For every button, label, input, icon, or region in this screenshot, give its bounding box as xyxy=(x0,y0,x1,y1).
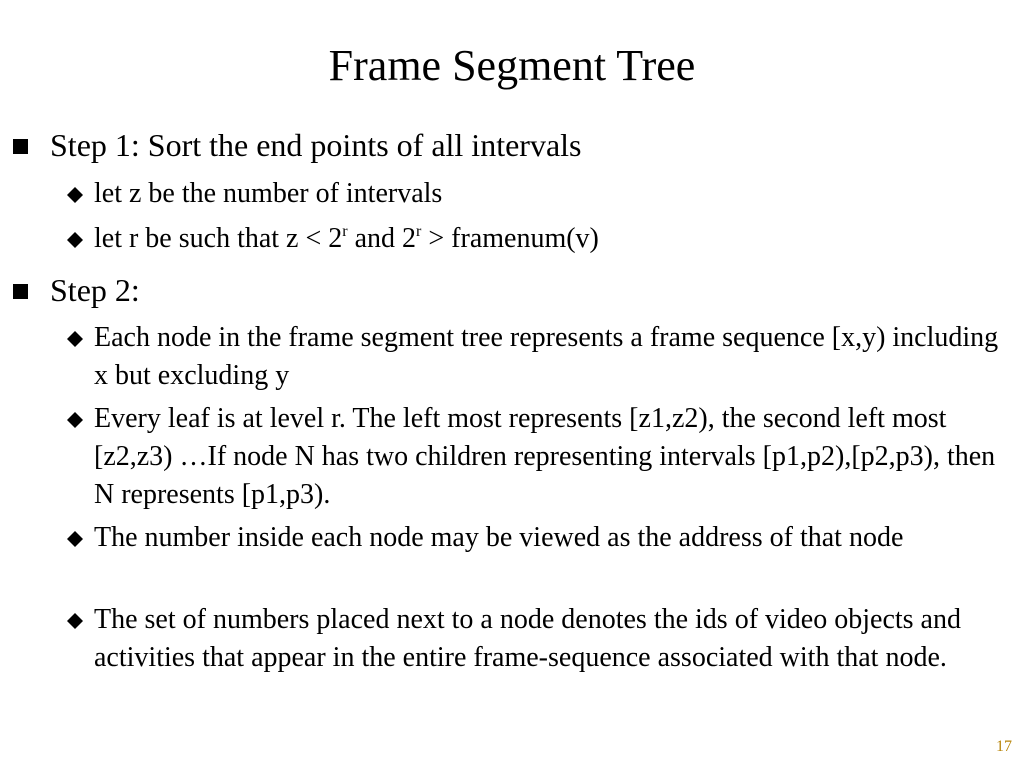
step2-item: Each node in the frame segment tree represents a frame sequence [x,y) including x but excluding y xyxy=(94,322,999,391)
diamond-bullet-icon xyxy=(66,186,84,204)
exponent-r: r xyxy=(416,223,422,240)
diamond-bullet-icon xyxy=(66,330,84,348)
page-number: 17 xyxy=(996,738,1012,755)
square-bullet-icon xyxy=(13,284,28,299)
diamond-bullet-icon xyxy=(66,612,84,630)
square-bullet-icon xyxy=(13,139,28,154)
step1-sub2-part1: let r be such that z < 2 xyxy=(94,223,343,254)
step1-heading: Step 1: Sort the end points of all intervals xyxy=(50,127,582,163)
step2-item: The set of numbers placed next to a node denotes the ids of video objects and activities that appear in the entire frame-sequence associated with that node. xyxy=(94,604,961,673)
step1-sub-item-1: let z be the number of intervals xyxy=(94,178,443,209)
step2-item: The number inside each node may be viewed as the address of that node xyxy=(94,522,904,553)
exponent-r: r xyxy=(342,223,348,240)
step1-sub2-part2: and 2 xyxy=(347,223,417,254)
diamond-bullet-icon xyxy=(66,530,84,548)
step1-sub2-part3: > framenum(v) xyxy=(421,223,599,254)
step1-sub-item-2 xyxy=(94,220,1004,258)
step2-item: Every leaf is at level r. The left most represents [z1,z2), the second left most [z2,z3) …If node N has two children representing intervals [p1,p2),[p2,p3), then N represents [p1,p3). xyxy=(94,403,996,510)
diamond-bullet-icon xyxy=(66,411,84,429)
slide-title: Frame Segment Tree xyxy=(328,41,696,90)
diamond-bullet-icon xyxy=(66,231,84,249)
step2-heading: Step 2: xyxy=(50,272,140,308)
